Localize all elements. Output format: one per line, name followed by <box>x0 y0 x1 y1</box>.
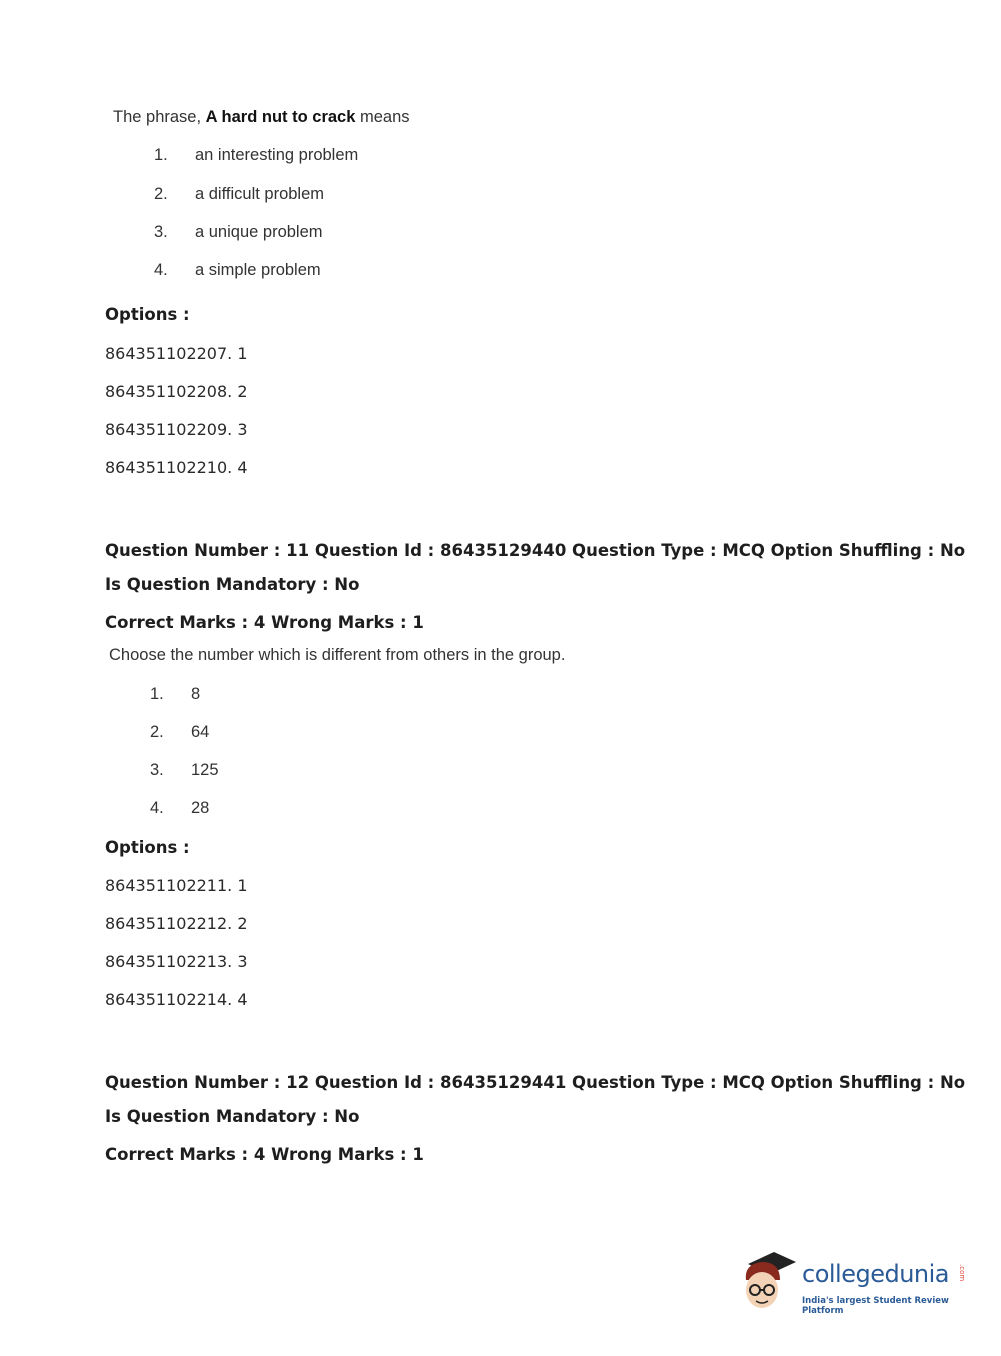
choice-number: 3. <box>150 761 164 779</box>
choice-text: a unique problem <box>195 223 323 241</box>
option-id: 864351102211. 1 <box>105 876 248 895</box>
option-id: 864351102209. 3 <box>105 420 248 439</box>
choice-number: 1. <box>150 685 164 703</box>
option-id: 864351102210. 4 <box>105 458 248 477</box>
question-mandatory: Is Question Mandatory : No <box>105 1107 360 1126</box>
question-stem: Choose the number which is different from others in the group. <box>109 646 566 664</box>
logo-brand: collegedunia <box>802 1260 950 1288</box>
option-id: 864351102208. 2 <box>105 382 248 401</box>
choice-number: 2. <box>154 185 168 203</box>
choice-text: an interesting problem <box>195 146 359 164</box>
question-marks: Correct Marks : 4 Wrong Marks : 1 <box>105 1145 424 1164</box>
choice-text: 125 <box>191 761 219 779</box>
choice-number: 1. <box>154 146 168 164</box>
choice-text: 28 <box>191 799 210 817</box>
question-header: Question Number : 12 Question Id : 86435129441 Question Type : MCQ Option Shuffling : No <box>105 1073 966 1092</box>
question-mandatory: Is Question Mandatory : No <box>105 575 360 594</box>
option-id: 864351102213. 3 <box>105 952 248 971</box>
stem-emphasis: A hard nut to crack <box>205 108 356 126</box>
stem-text: means <box>355 108 410 126</box>
choice-text: a simple problem <box>195 261 321 279</box>
choice-number: 3. <box>154 223 168 241</box>
choice-text: 8 <box>191 685 201 703</box>
logo-tagline: India's largest Student Review Platform <box>802 1296 949 1316</box>
logo-suffix: .com <box>958 1264 966 1282</box>
choice-number: 2. <box>150 723 164 741</box>
options-label: Options : <box>105 838 190 857</box>
options-label: Options : <box>105 305 190 324</box>
choice-number: 4. <box>154 261 168 279</box>
collegedunia-logo <box>740 1246 975 1316</box>
option-id: 864351102214. 4 <box>105 990 248 1009</box>
choice-text: 64 <box>191 723 210 741</box>
choice-text: a difficult problem <box>195 185 325 203</box>
option-id: 864351102207. 1 <box>105 344 248 363</box>
question-stem <box>113 108 410 127</box>
stem-text: The phrase, <box>113 108 206 126</box>
question-header: Question Number : 11 Question Id : 86435129440 Question Type : MCQ Option Shuffling : No <box>105 541 966 560</box>
mascot-icon <box>740 1246 800 1316</box>
choice-number: 4. <box>150 799 164 817</box>
question-marks: Correct Marks : 4 Wrong Marks : 1 <box>105 613 424 632</box>
option-id: 864351102212. 2 <box>105 914 248 933</box>
